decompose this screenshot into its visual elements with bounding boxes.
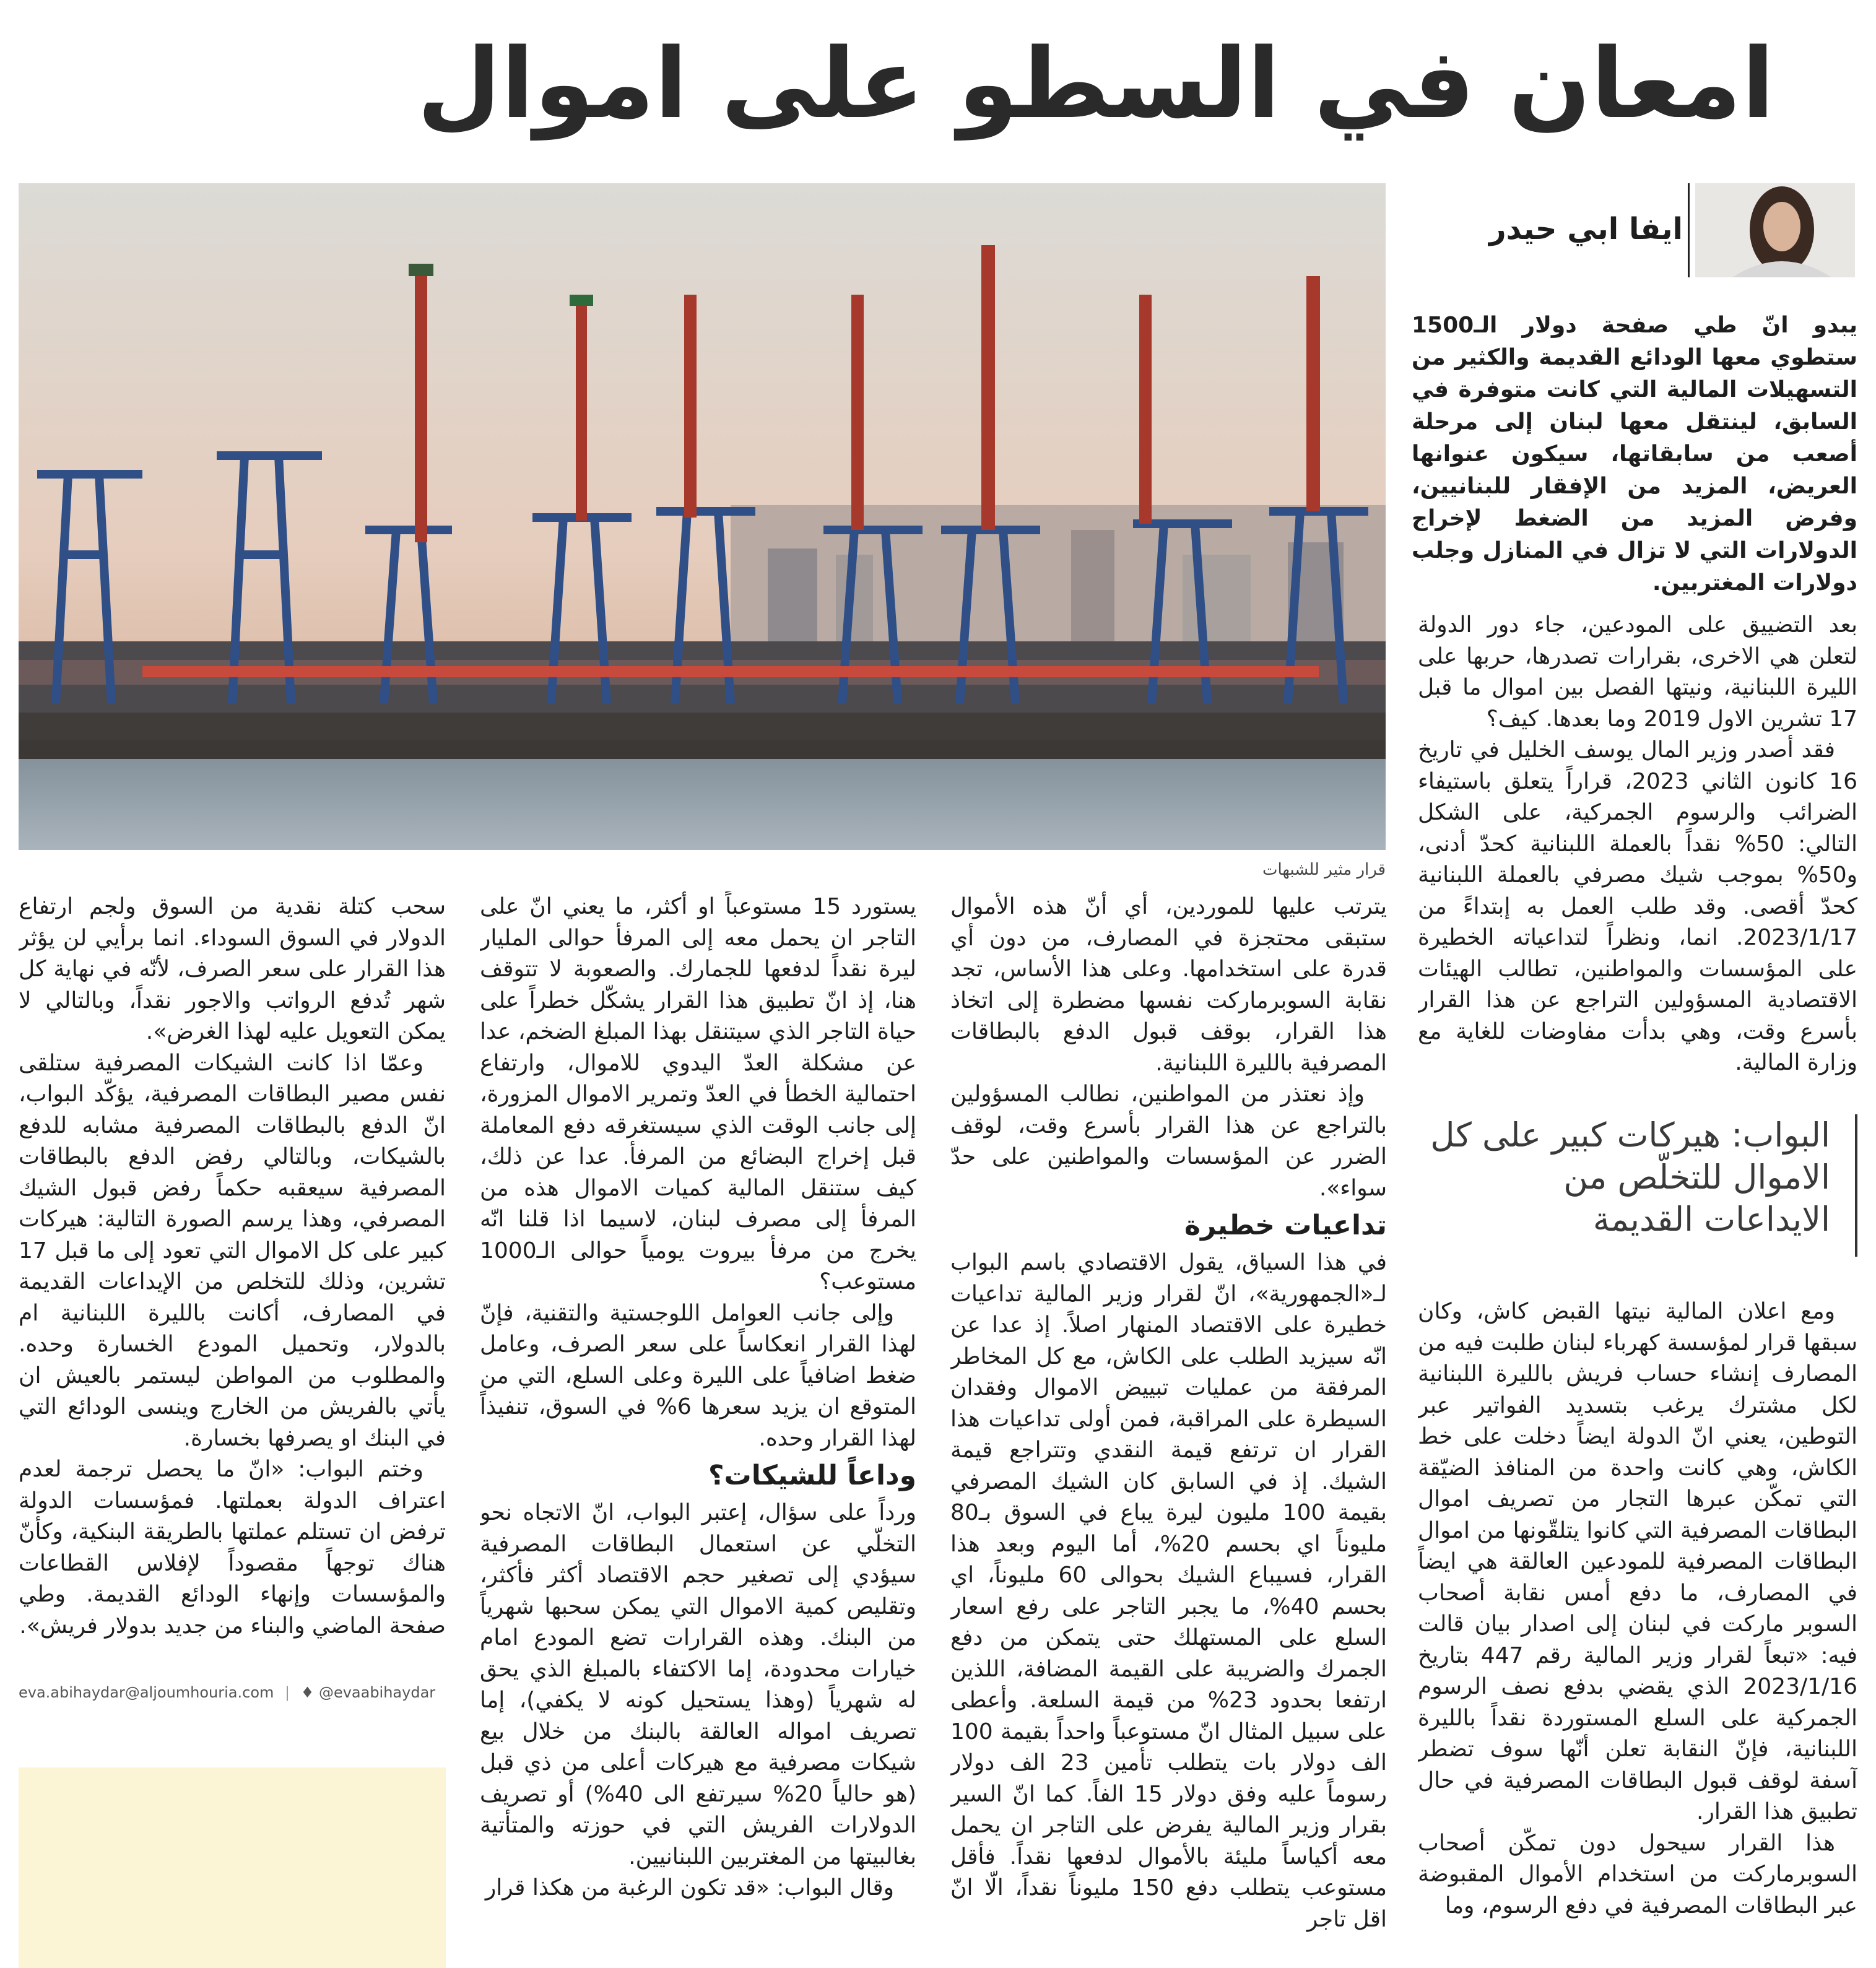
author-contact: [19, 1684, 446, 1709]
column-1-bottom: [1418, 1296, 1857, 1953]
paragraph: يترتب عليها للموردين، أي أنّ هذه الأموال ستبقى محتجزة في المصارف، من دون أي قدرة على استخدامها. وعلى هذا الأساس، تجد نقابة السوبرماركت نفسها مضطرة إلى اتخاذ هذا القرار، بوقف قبول الدفع بالبطاقات المصرفية بالليرة اللبنانية.: [950, 894, 1387, 1076]
paragraph: وعمّا اذا كانت الشيكات المصرفية ستلقى نفس مصير البطاقات المصرفية، يؤكّد البواب، انّ الدفع بالبطاقات المصرفية مشابه للدفع بالشيكات، وبالتالي رفض الدفع بالبطاقات المصرفية سيعقبه حكماً رفض قبول الشيك المصرفي، وهذا يرسم الصورة التالية: هيركات كبير على كل الاموال التي تعود إلى ما قبل 17 تشرين، وذلك للتخلص من الإيداعات القديمة في المصارف، أكانت بالليرة اللبنانية ام بالدولار، وتحميل المودع الخسارة وحده. والمطلوب من المواطن ليستمر بالعيش ان يأتي بالفريش من الخارج وينسى الودائع التي في البنك او يصرفها بخسارة.: [19, 1050, 446, 1451]
author-email[interactable]: eva.abihaydar@aljoumhouria.com: [19, 1684, 274, 1701]
paragraph: وختم البواب: «انّ ما يحصل ترجمة لعدم اعتراف الدولة بعملتها. فمؤسسات الدولة ترفض ان تستلم عملتها بالطريقة البنكية، وكأنّ هناك توجهاً مقصوداً لإفلاس القطاعات والمؤسسات وإنهاء الودائع القديمة. وطي صفحة الماضي والبناء من جديد بدولار فريش».: [19, 1457, 446, 1639]
author-twitter-handle[interactable]: @evaabihaydar: [318, 1684, 436, 1701]
paragraph: فقد أصدر وزير المال يوسف الخليل في تاريخ 16 كانون الثاني 2023، قراراً يتعلق باستيفاء الضرائب والرسوم الجمركية، على الشكل التالي: 50% نقداً بالعملة اللبنانية كحدّ أدنى، و50% بموجب شيك مصرفي بالعملة اللبنانية كحدّ أقصى. وقد طلب العمل به إبتداءً من 2023/1/17. انما، ونظراً لتداعياته الخطيرة على المؤسسات والمواطنين، تطالب الهيئات الاقتصادية المسؤولين التراجع عن هذا القرار بأسرع وقت، وهي بدأت مفاوضات للغاية مع وزارة المالية.: [1418, 737, 1857, 1075]
photo-caption: قرار مثير للشبهات: [1262, 860, 1386, 879]
column-3: [480, 891, 916, 1956]
paragraph: وقال البواب: «قد تكون الرغبة من هكذا قرار: [485, 1875, 894, 1901]
column-1-top: [1418, 610, 1857, 1105]
port-cranes-photo: [19, 183, 1386, 850]
paragraph: في هذا السياق، يقول الاقتصادي باسم البواب لـ«الجمهورية»، انّ لقرار وزير المالية تداعيات خطيرة على الاقتصاد المنهار اصلاً. إذ عدا عن انّه سيزيد الطلب على الكاش، مع كل المخاطر المرفقة من عمليات تبييض الاموال وفقدان السيطرة على المراقبة، فمن أولى تداعيات هذا القرار ان ترتفع قيمة النقدي وتتراجع قيمة الشيك. إذ في السابق كان الشيك المصرفي بقيمة 100 مليون ليرة يباع في السوق بـ80 مليوناً اي بحسم 20%، أما اليوم وبعد هذا القرار، فسيباع الشيك بحوالى 60 مليوناً، اي بحسم 40%، ما يجبر التاجر على رفع اسعار السلع على المستهلك حتى يتمكن من دفع الجمرك والضريبة على القيمة المضافة، اللذين ارتفعا بحدود 23% من قيمة السلعة. وأعطى على سبيل المثال انّ مستوعباً واحداً بقيمة 100 الف دولار بات يتطلب تأمين 23 الف دولار رسوماً عليه وفق دولار 15 الفاً. كما انّ السير بقرار وزير المالية يفرض على التاجر ان يحمل معه أكياساً مليئة بالأموال لدفعها نقداً. فأقل مستوعب يتطلب دفع 150 مليوناً نقداً، الّا انّ اقل تاجر: [950, 1250, 1387, 1932]
paragraph: يستورد 15 مستوعباً او أكثر، ما يعني انّ على التاجر ان يحمل معه إلى المرفأ حوالى المليار ليرة نقداً لدفعها للجمارك. والصعوبة لا تتوقف هنا، إذ انّ تطبيق هذا القرار يشكّل خطراً على حياة التاجر الذي سيتنقل بهذا المبلغ الضخم، عدا عن مشكلة العدّ اليدوي للاموال، وارتفاع احتمالية الخطأ في العدّ وتمرير الاموال المزورة، إلى جانب الوقت الذي سيستغرقه دفع المعاملة قبل إخراج البضائع من المرفأ. عدا عن ذلك، كيف ستنقل المالية كميات الاموال هذه من المرفأ إلى مصرف لبنان، لاسيما اذا قلنا انّه يخرج من مرفأ بيروت يومياً حوالى الـ1000 مستوعب؟: [480, 894, 916, 1294]
column-2: [950, 891, 1387, 1956]
headline: امعان في السطو على اموال: [417, 27, 1775, 140]
ad-placeholder-block: [19, 1767, 446, 1968]
contact-separator: |: [285, 1684, 290, 1701]
subheading: وداعاً للشيكات؟: [708, 1460, 916, 1491]
subheading: تداعيات خطيرة: [1184, 1210, 1387, 1241]
paragraph: بعد التضييق على المودعين، جاء دور الدولة لتعلن هي الاخرى، بقرارات تصدرها، حربها على الليرة اللبنانية، ونيتها الفصل بين اموال ما قبل 17 تشرين الاول 2019 وما بعدها. كيف؟: [1418, 612, 1857, 732]
column-4: [19, 891, 446, 1678]
paragraph: ومع اعلان المالية نيتها القبض كاش، وكان سبقها قرار لمؤسسة كهرباء لبنان طلبت فيه من المصارف إنشاء حساب فريش بالليرة اللبنانية لكل مشترك يرغب بتسديد الفواتير عبر التوطين، يعني انّ الدولة ايضاً دخلت على خط الكاش، وهي كانت واحدة من المنافذ الضيّقة التي تمكّن عبرها التجار من تصريف اموال البطاقات المصرفية التي كانوا يتلقّونها من اموال البطاقات المصرفية للمودعين العالقة هي ايضاً في المصارف، ما دفع أمس نقابة أصحاب السوبر ماركت في لبنان إلى اصدار بيان قالت فيه: «تبعاً لقرار وزير المالية رقم 447 بتاريخ 2023/1/16 الذي يقضي بدفع نصف الرسوم الجمركية على السلع المستوردة نقداً بالليرة اللبنانية، فإنّ النقابة تعلن أنّها سوف تضطر آسفة لوقف قبول البطاقات المصرفية في حال تطبيق هذا القرار.: [1418, 1299, 1857, 1824]
paragraph: سحب كتلة نقدية من السوق ولجم ارتفاع الدولار في السوق السوداء. انما برأيي لن يؤثر هذا القرار على سعر الصرف، لأنّه في نهاية كل شهر تُدفع الرواتب والاجور نقداً، وبالتالي لا يمكن التعويل عليه لهذا الغرض».: [19, 894, 446, 1044]
paragraph: وإذ نعتذر من المواطنين، نطالب المسؤولين بالتراجع عن هذا القرار بأسرع وقت، لوقف الضرر عن المؤسسات والمواطنين على حدّ سواء».: [950, 1082, 1387, 1201]
author-divider: [1688, 183, 1690, 277]
twitter-icon: ♦: [300, 1684, 315, 1701]
intro-paragraph: يبدو انّ طي صفحة دولار الـ1500 ستطوي معها الودائع القديمة والكثير من التسهيلات المالية التي كانت متوفرة في السابق، لينتقل معها لبنان إلى مرحلة أصعب من سابقاتها، سيكون عنوانها العريض، المزيد من الإفقار للبنانيين، وفرض المزيد من الضغط لإخراج الدولارات التي لا تزال في المنازل وجلب دولارات المغتربين.: [1412, 313, 1857, 596]
author-name: ايفا ابي حيدر: [1488, 212, 1683, 246]
paragraph: هذا القرار سيحول دون تمكّن أصحاب السوبرماركت من استخدام الأموال المقبوضة عبر البطاقات المصرفية في دفع الرسوم، وما: [1418, 1830, 1857, 1918]
author-photo: [1695, 183, 1855, 277]
pull-quote: البواب: هيركات كبير على كل الاموال للتخلّص من الايداعات القديمة: [1430, 1114, 1857, 1257]
paragraph: ورداً على سؤال، إعتبر البواب، انّ الاتجاه نحو التخلّي عن استعمال البطاقات المصرفية سيؤدي إلى تصغير حجم الاقتصاد أكثر فأكثر، وتقليص كمية الاموال التي يمكن سحبها شهرياً من البنك. وهذه القرارات تضع المودع امام خيارات محدودة، إما الاكتفاء بالمبلغ الذي يحق له شهرياً (وهذا يستحيل كونه لا يكفي)، إما تصريف امواله العالقة بالبنك من خلال بيع شيكات مصرفية مع هيركات أعلى من ذي قبل (هو حالياً 20% سيرتفع الى 40%) أو تصريف الدولارات الفريش التي في حوزته والمتأتية بغالبيتها من المغتربين اللبنانيين.: [480, 1500, 916, 1870]
paragraph: وإلى جانب العوامل اللوجستية والتقنية، فإنّ لهذا القرار انعكاساً على سعر الصرف، وعامل ضغط اضافياً على الليرة وعلى السلع، التي من المتوقع ان يزيد سعرها 6% في السوق، تنفيذاً لهذا القرار وحده.: [480, 1300, 916, 1451]
